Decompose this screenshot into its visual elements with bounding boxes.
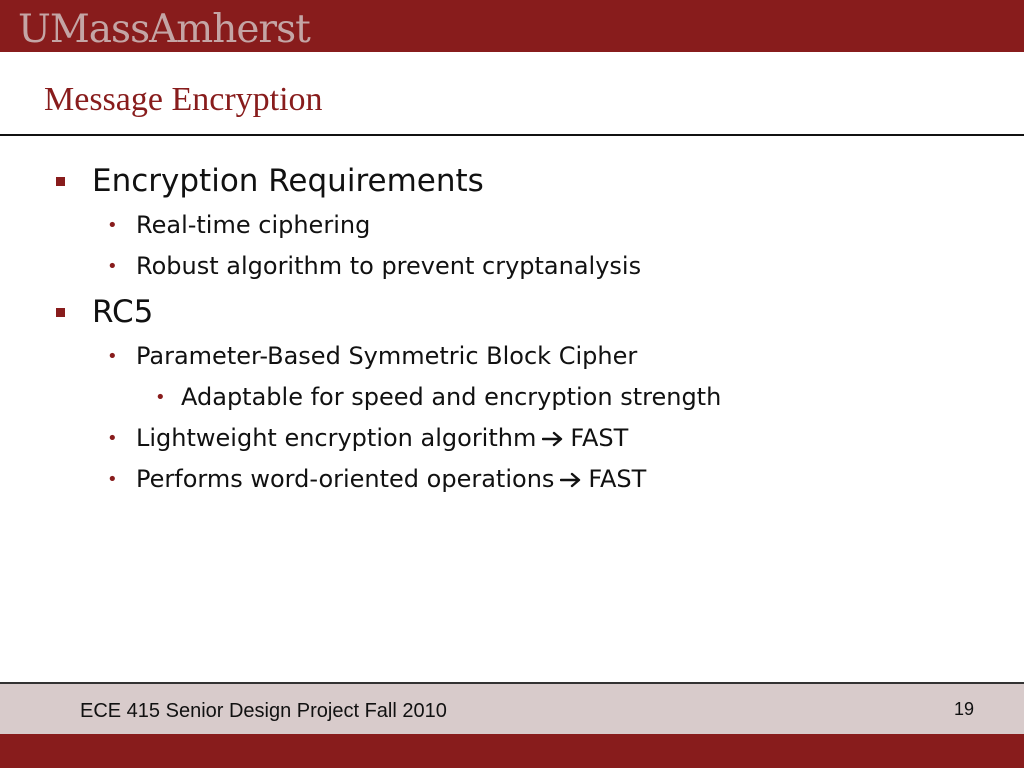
dot-bullet-icon: • — [107, 256, 118, 277]
square-bullet-icon — [56, 177, 65, 186]
bullet-adaptable: Adaptable for speed and encryption strength — [181, 383, 722, 411]
bullet-parameter-based-cipher: Parameter-Based Symmetric Block Cipher — [136, 342, 638, 370]
bullet-lightweight-algorithm — [136, 423, 628, 454]
footer-course-text: ECE 415 Senior Design Project Fall 2010 — [80, 700, 447, 722]
bullet-lightweight-text: Lightweight encryption algorithm — [136, 424, 537, 452]
bullet-word-oriented-text: Performs word-oriented operations — [136, 465, 555, 493]
page-number: 19 — [953, 699, 974, 719]
dot-bullet-icon: • — [107, 428, 118, 449]
umass-amherst-logo: UMassAmherst — [18, 7, 310, 52]
bullet-encryption-requirements: Encryption Requirements — [92, 163, 484, 199]
bullet-rc5: RC5 — [92, 294, 154, 330]
dot-bullet-icon: • — [107, 215, 118, 236]
square-bullet-icon — [56, 308, 65, 317]
dot-bullet-icon: • — [107, 469, 118, 490]
footer-bar — [0, 734, 1024, 768]
bullet-word-oriented-suffix: FAST — [588, 465, 647, 493]
bullet-word-oriented — [136, 464, 646, 495]
dot-bullet-icon: • — [155, 387, 166, 408]
bullet-real-time-ciphering: Real-time ciphering — [136, 211, 371, 239]
bullet-robust-algorithm: Robust algorithm to prevent cryptanalysis — [136, 252, 642, 280]
slide-title: Message Encryption — [44, 81, 323, 118]
dot-bullet-icon: • — [107, 346, 118, 367]
bullet-lightweight-suffix: FAST — [570, 424, 629, 452]
arrow-right-icon — [560, 465, 582, 495]
arrow-right-icon — [542, 424, 564, 454]
